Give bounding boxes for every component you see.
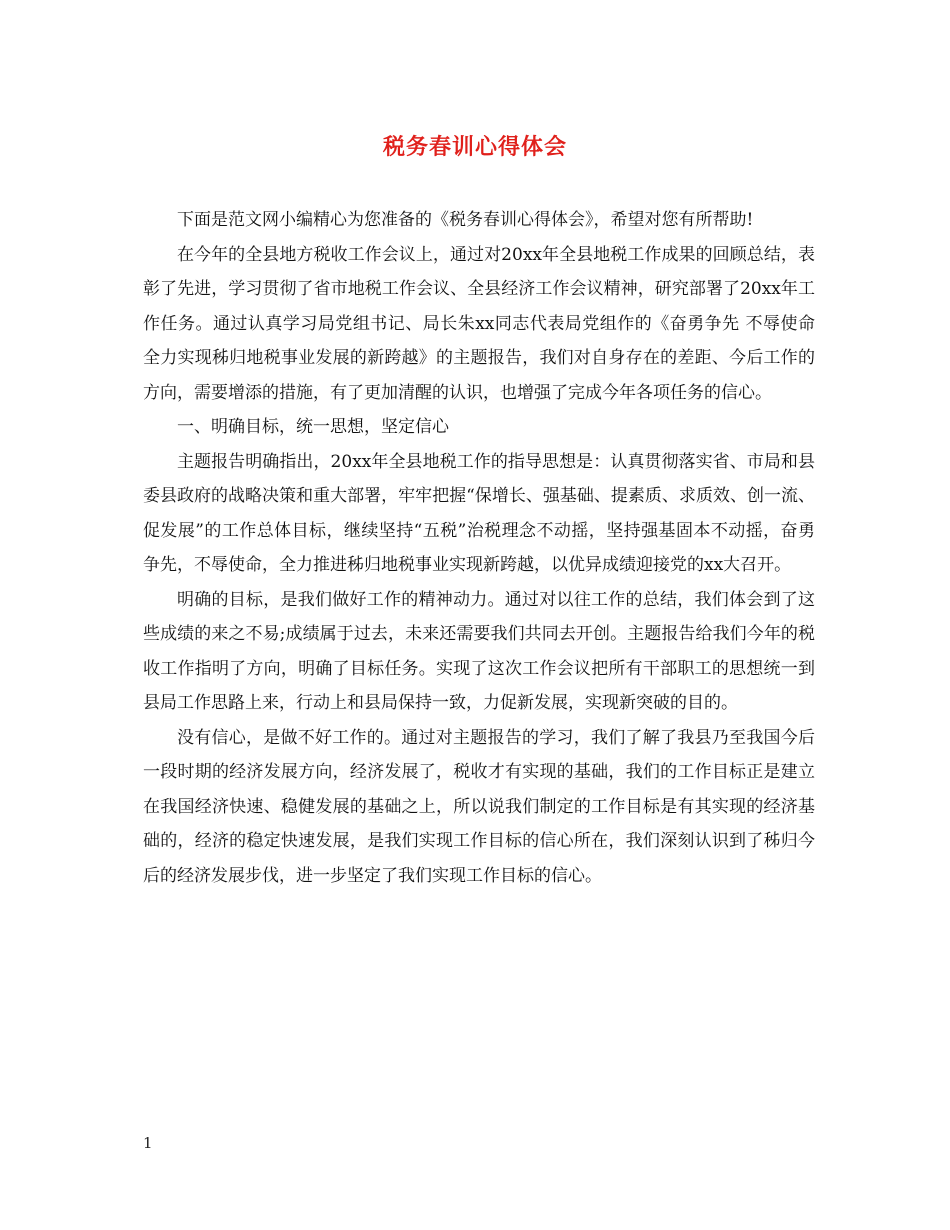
goal-paragraph: 明确的目标，是我们做好工作的精神动力。通过对以往工作的总结，我们体会到了这些成绩的来之不易;成绩属于过去，未来还需要我们共同去开创。主题报告给我们今年的税收工作指明了方向，明确了目标任务。实现了这次工作会议把所有干部职工的思想统一到县局工作思路上来，行动上和县局保持一致，力促新发展，实现新突破的目的。 (143, 589, 815, 713)
section-heading: 一、明确目标，统一思想，坚定信心 (177, 417, 449, 437)
confidence-paragraph: 没有信心，是做不好工作的。通过对主题报告的学习，我们了解了我县乃至我国今后一段时期的经济发展方向，经济发展了，税收才有实现的基础，我们的工作目标正是建立在我国经济快速、稳健发展的基础之上，所以说我们制定的工作目标是有其实现的经济基础的，经济的稳定快速发展，是我们实现工作目标的信心所在，我们深刻认识到了秭归今后的经济发展步伐，进一步坚定了我们实现工作目标的信心。 (143, 727, 815, 886)
document-body (143, 203, 815, 893)
guideline-paragraph: 主题报告明确指出，20xx年全县地税工作的指导思想是：认真贯彻落实省、市局和县委县政府的战略决策和重大部署，牢牢把握“保增长、强基础、提素质、求质效、创一流、促发展”的工作总体目标，继续坚持“五税”治税理念不动摇，坚持强基固本不动摇，奋勇争先，不辱使命，全力推进秭归地税事业实现新跨越，以优异成绩迎接党的xx大召开。 (143, 451, 815, 575)
document-title: 税务春训心得体会 (382, 134, 567, 160)
meeting-paragraph: 在今年的全县地方税收工作会议上，通过对20xx年全县地税工作成果的回顾总结，表彰了先进，学习贯彻了省市地税工作会议、全县经济工作会议精神，研究部署了20xx年工作任务。通过认真学习局党组书记、局长朱xx同志代表局党组作的《奋勇争先 不辱使命 全力实现秭归地税事业发展的新跨越》的主题报告，我们对自身存在的差距、今后工作的方向，需要增添的措施，有了更加清醒的认识，也增强了完成今年各项任务的信心。 (143, 244, 815, 403)
page-number: 1 (143, 1134, 153, 1152)
intro-paragraph: 下面是范文网小编精心为您准备的《税务春训心得体会》，希望对您有所帮助! (177, 210, 754, 230)
